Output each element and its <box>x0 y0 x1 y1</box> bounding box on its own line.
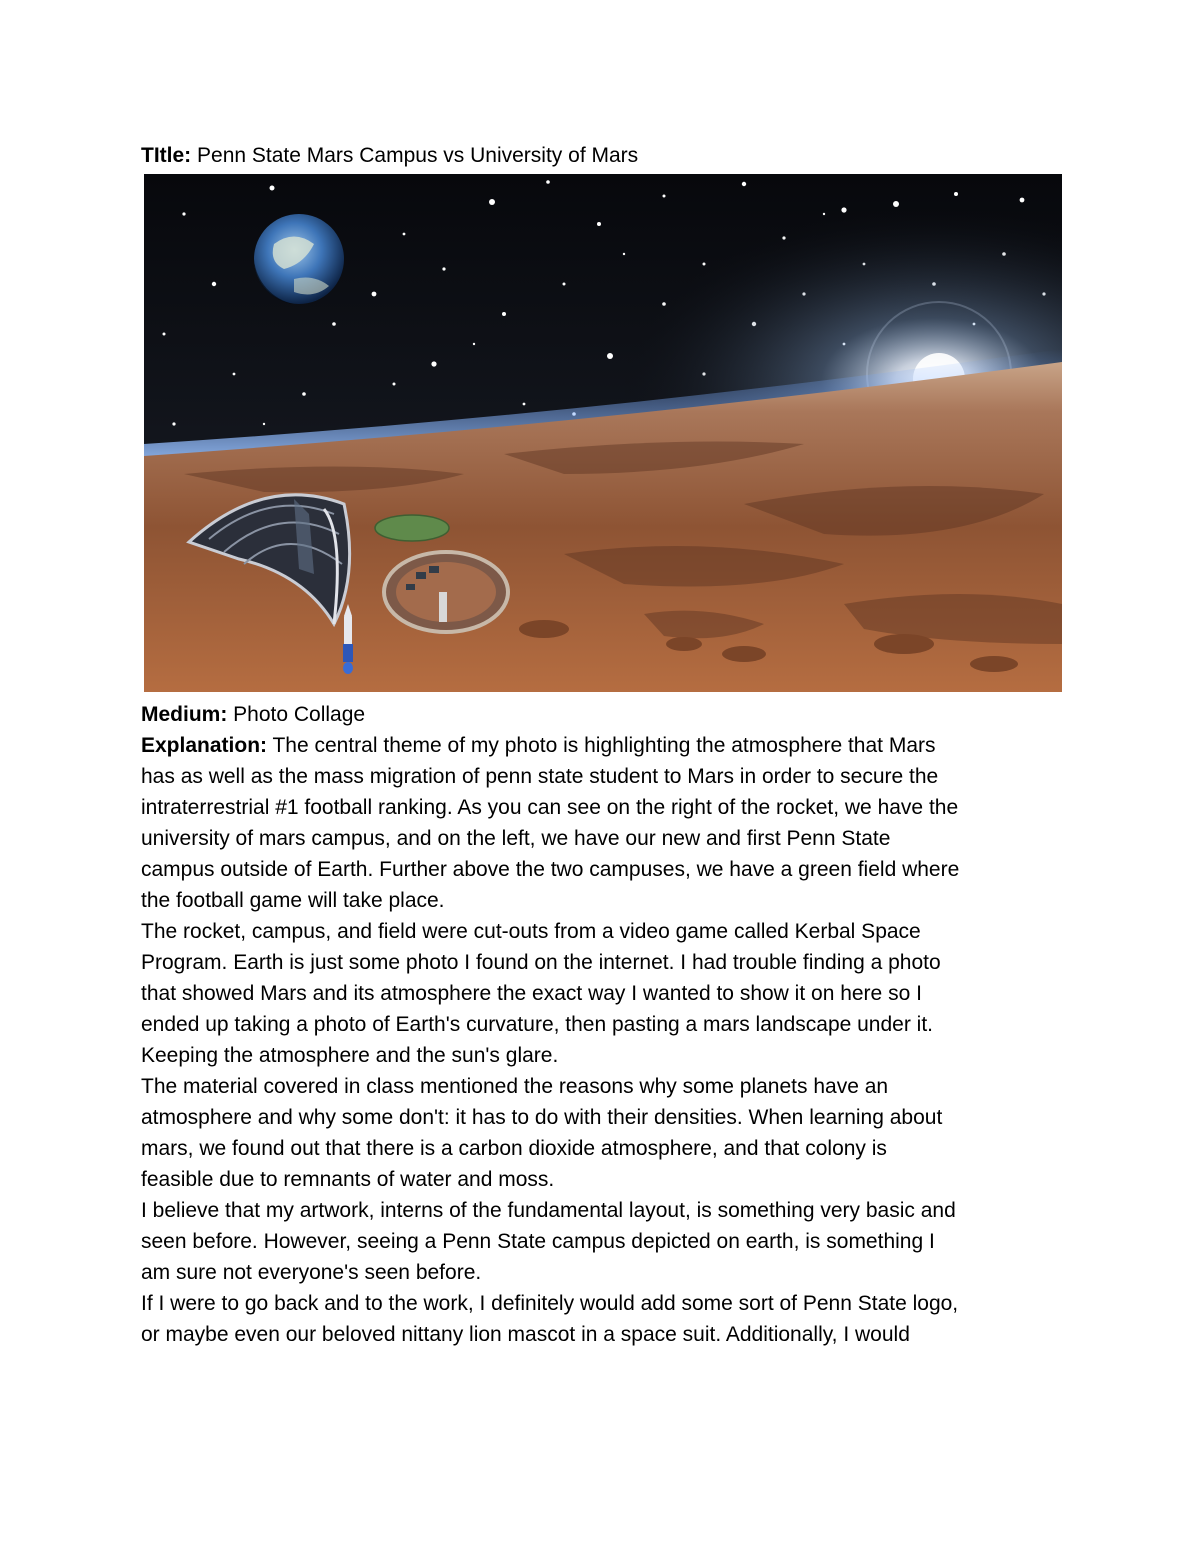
explanation-first-line-text: The central theme of my photo is highlighting the atmosphere that Mars <box>267 734 936 757</box>
paragraph-line: The rocket, campus, and field were cut-outs from a video game called Kerbal Space <box>141 920 921 943</box>
explanation-label: Explanation: <box>141 734 268 757</box>
university-of-mars-campus <box>384 552 508 632</box>
paragraph-line: atmosphere and why some don't: it has to do with their densities. When learning about <box>141 1106 943 1129</box>
explanation-paragraph-2 <box>141 916 1066 1071</box>
explanation-paragraph-1 <box>141 761 1066 916</box>
medium-label: Medium: <box>141 703 228 726</box>
paragraph-line: Program. Earth is just some photo I found on the internet. I had trouble finding a photo <box>141 951 941 974</box>
paragraph-line: campus outside of Earth. Further above the two campuses, we have a green field where <box>141 858 960 881</box>
paragraph-line: the football game will take place. <box>141 889 445 912</box>
paragraph-line: seen before. However, seeing a Penn State campus depicted on earth, is something I <box>141 1230 935 1253</box>
mars-collage-image <box>144 174 1062 692</box>
earth-globe <box>254 214 344 304</box>
medium-value: Photo Collage <box>227 703 366 726</box>
explanation-paragraph-5 <box>141 1288 1066 1350</box>
paragraph-line: university of mars campus, and on the left, we have our new and first Penn State <box>141 827 891 850</box>
paragraph-line: I believe that my artwork, interns of the fundamental layout, is something very basic and <box>141 1199 956 1222</box>
paragraph-line: The material covered in class mentioned the reasons why some planets have an <box>141 1075 889 1098</box>
paragraph-line: feasible due to remnants of water and moss. <box>141 1168 555 1191</box>
document-page <box>141 140 1066 1350</box>
football-field <box>375 515 449 541</box>
title-line <box>141 140 1066 171</box>
explanation-paragraph-3 <box>141 1071 1066 1195</box>
paragraph-line: or maybe even our beloved nittany lion mascot in a space suit. Additionally, I would <box>141 1323 910 1346</box>
paragraph-line: am sure not everyone's seen before. <box>141 1261 482 1284</box>
paragraph-line: that showed Mars and its atmosphere the exact way I wanted to show it on here so I <box>141 982 922 1005</box>
medium-line <box>141 699 1066 730</box>
explanation-first-line <box>141 730 1066 761</box>
paragraph-line: If I were to go back and to the work, I definitely would add some sort of Penn State logo, <box>141 1292 959 1315</box>
paragraph-line: has as well as the mass migration of penn state student to Mars in order to secure the <box>141 765 939 788</box>
title-value: Penn State Mars Campus vs University of Mars <box>191 144 639 167</box>
paragraph-line: Keeping the atmosphere and the sun's glare. <box>141 1044 559 1067</box>
paragraph-line: ended up taking a photo of Earth's curvature, then pasting a mars landscape under it. <box>141 1013 934 1036</box>
explanation-paragraph-4 <box>141 1195 1066 1288</box>
paragraph-line: intraterrestrial #1 football ranking. As you can see on the right of the rocket, we have the <box>141 796 959 819</box>
paragraph-line: mars, we found out that there is a carbon dioxide atmosphere, and that colony is <box>141 1137 887 1160</box>
title-label: TItle: <box>141 144 192 167</box>
